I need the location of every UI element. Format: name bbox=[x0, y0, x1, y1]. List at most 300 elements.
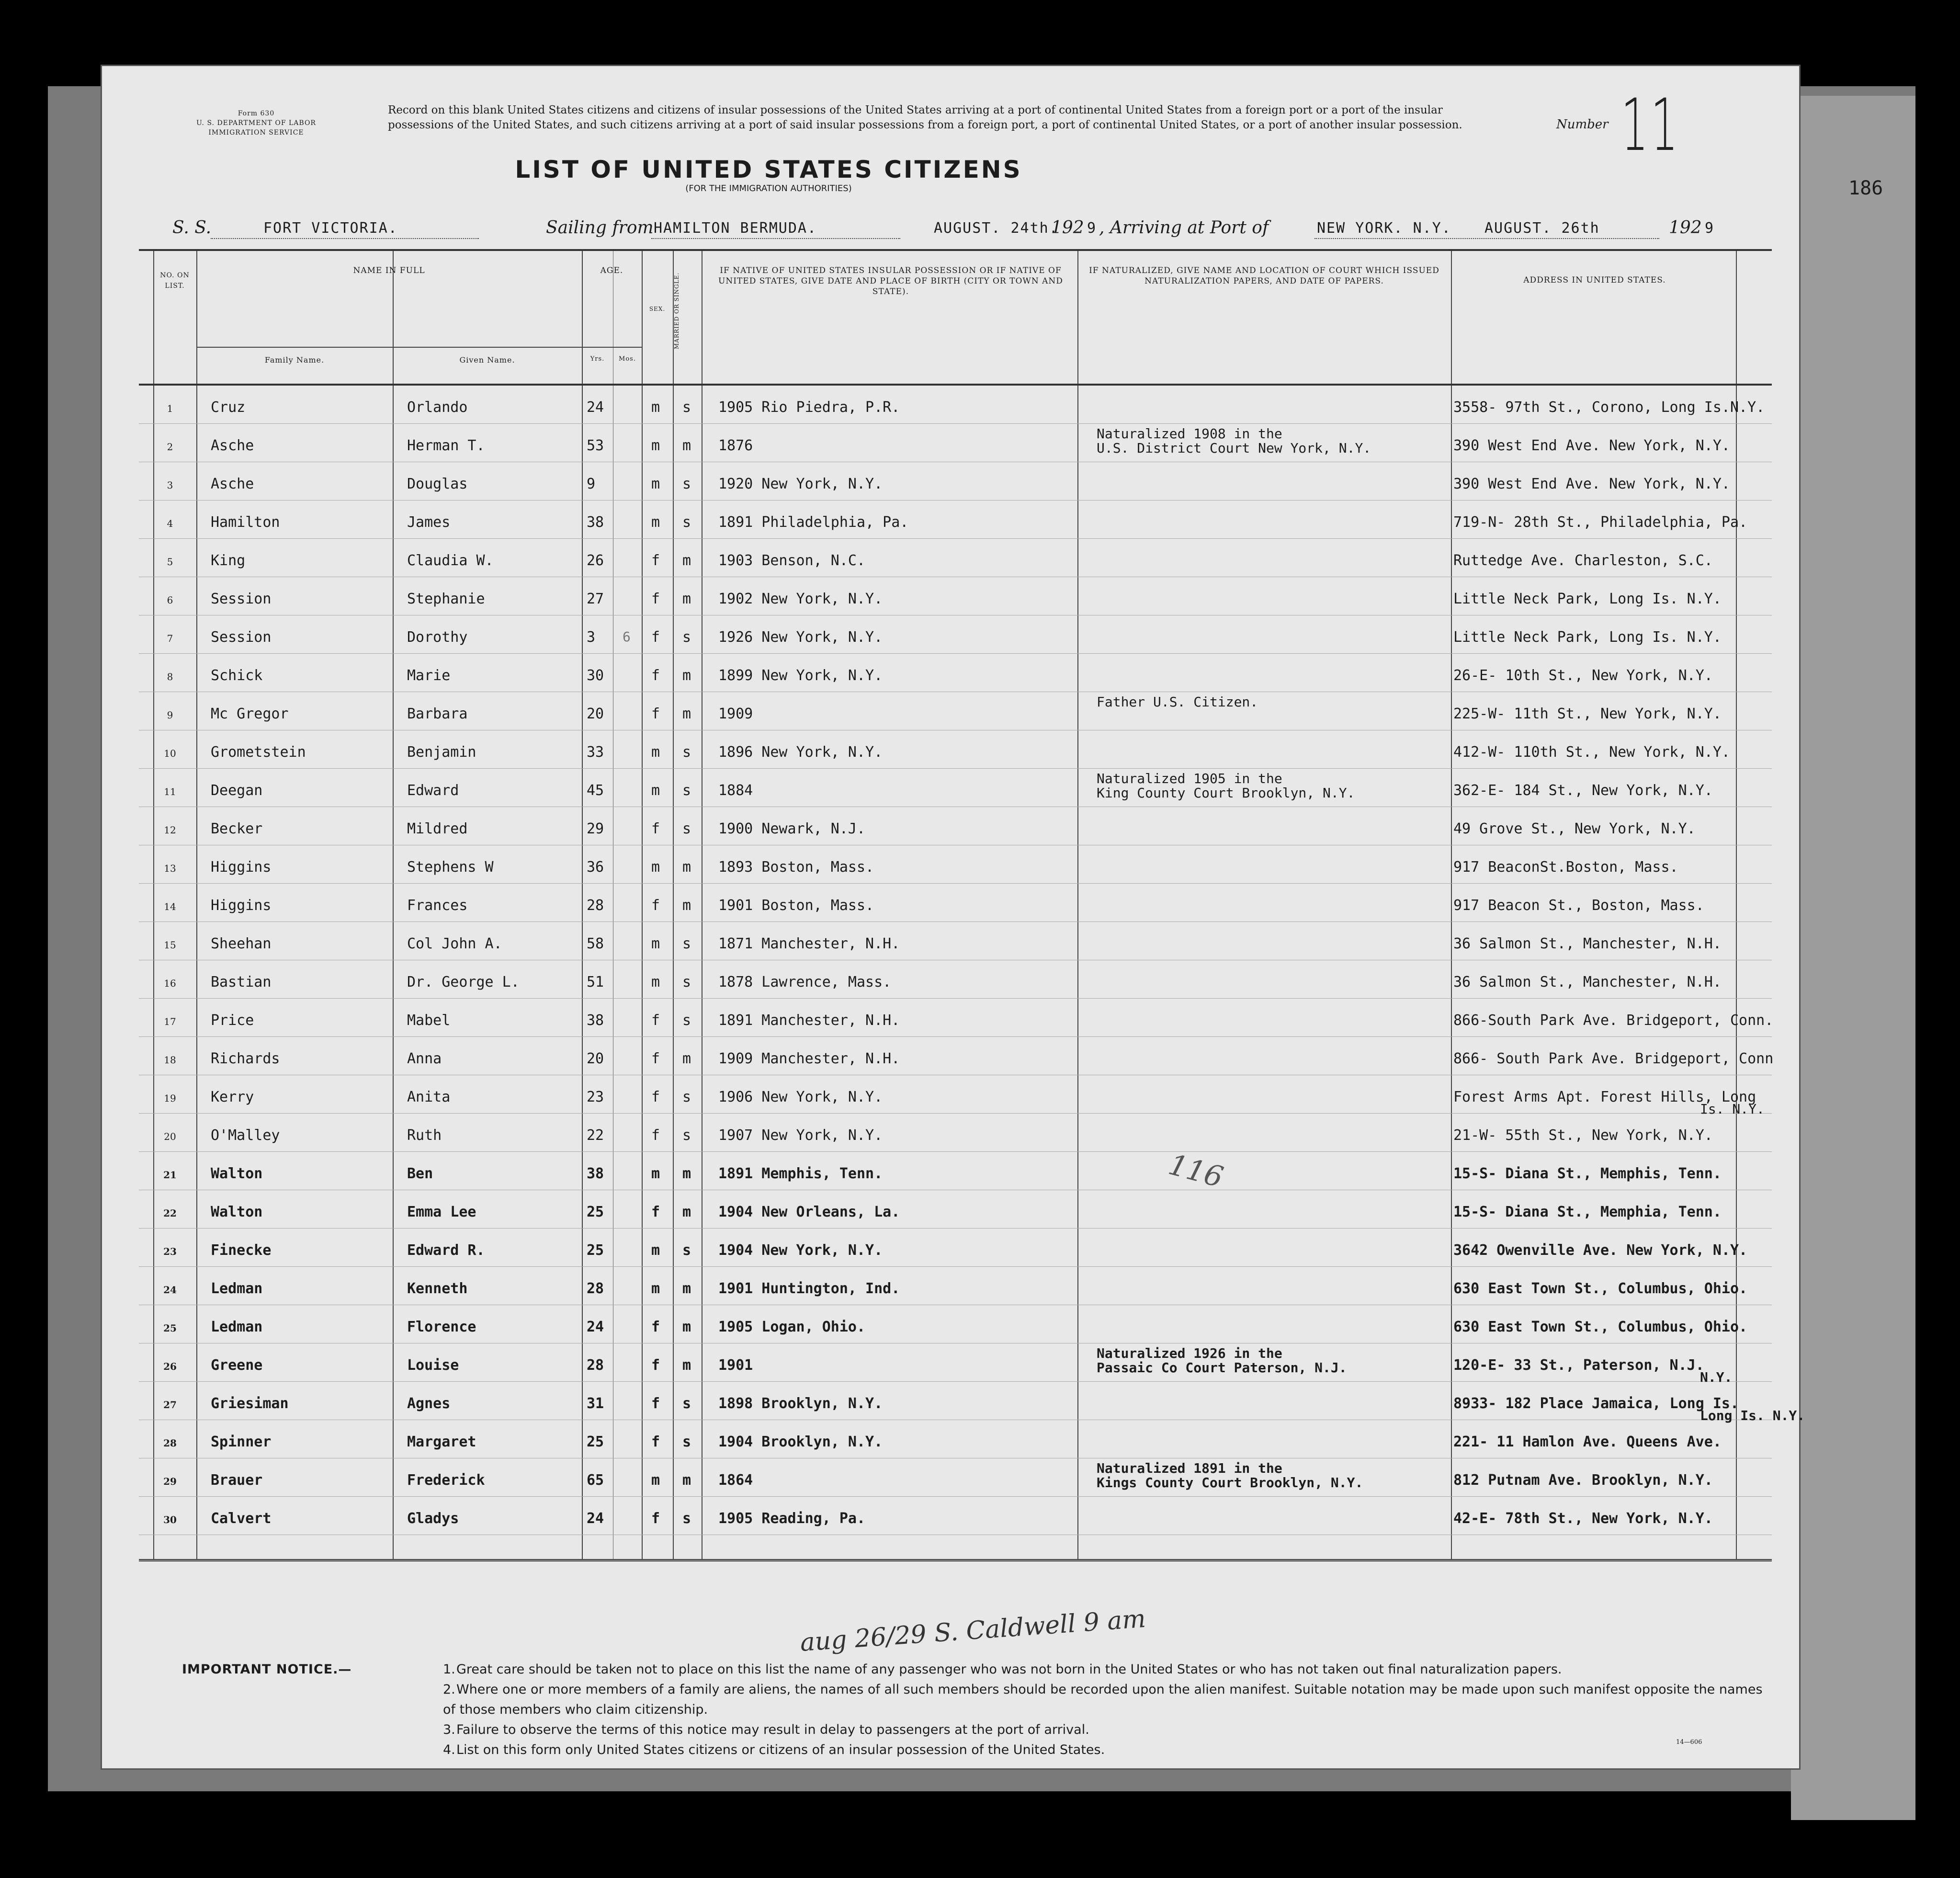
cell-family: Higgins bbox=[211, 859, 272, 876]
cell-birth: 1864 bbox=[718, 1472, 753, 1489]
cell-ms: m bbox=[682, 1319, 691, 1335]
back-sheet-edge bbox=[1791, 96, 1915, 1820]
cell-addr: 3558- 97th St., Corono, Long Is.N.Y. bbox=[1453, 399, 1765, 416]
cell-addr: 812 Putnam Ave. Brooklyn, N.Y. bbox=[1453, 1472, 1713, 1489]
cell-ms: s bbox=[682, 1127, 691, 1144]
cell-family: Higgins bbox=[211, 897, 272, 914]
table-row bbox=[139, 692, 1772, 730]
cell-addr: 42-E- 78th St., New York, N.Y. bbox=[1453, 1510, 1713, 1527]
cell-addr: 917 Beacon St., Boston, Mass. bbox=[1453, 897, 1704, 914]
cell-sex: m bbox=[651, 1472, 660, 1489]
cell-addr: Ruttedge Ave. Charleston, S.C. bbox=[1453, 552, 1713, 569]
notice-item: 4.List on this form only United States citizens or citizens of an insular possession of the United States. bbox=[443, 1742, 1105, 1757]
table-row bbox=[139, 501, 1772, 539]
cell-addr: 8933- 182 Place Jamaica, Long Is. bbox=[1453, 1395, 1739, 1412]
cell-ms: m bbox=[682, 1165, 691, 1182]
cell-sex: m bbox=[651, 399, 660, 416]
table-row bbox=[139, 1075, 1772, 1117]
cell-birth: 1901 bbox=[718, 1357, 753, 1374]
cell-family: Walton bbox=[211, 1165, 263, 1182]
cell-no: 1 bbox=[167, 403, 173, 414]
cell-sex: f bbox=[651, 1319, 660, 1335]
table-row bbox=[139, 539, 1772, 577]
cell-family: King bbox=[211, 552, 246, 569]
cell-birth: 1891 Philadelphia, Pa. bbox=[718, 514, 909, 531]
notice-list bbox=[443, 1660, 1774, 1760]
table-row bbox=[139, 1305, 1772, 1343]
cell-yrs: 29 bbox=[587, 820, 604, 837]
cell-addr: 36 Salmon St., Manchester, N.H. bbox=[1453, 974, 1722, 990]
cell-mos: 6 bbox=[623, 629, 631, 645]
cell-birth: 1905 Rio Piedra, P.R. bbox=[718, 399, 900, 416]
cell-nat: Father U.S. Citizen. bbox=[1097, 694, 1258, 710]
table-row bbox=[139, 654, 1772, 692]
notice-item: 2.Where one or more members of a family are aliens, the names of all such members should be recorded upon the alien manifest. Suitable notation may be made upon such manifest opposite the names of those members who claim citizenship. bbox=[443, 1682, 1763, 1717]
cell-addr: 866- South Park Ave. Bridgeport, Conn bbox=[1453, 1050, 1774, 1067]
cell-yrs: 65 bbox=[587, 1472, 604, 1489]
cell-no: 27 bbox=[163, 1399, 177, 1411]
cell-given: Stephanie bbox=[407, 591, 485, 607]
cell-ms: s bbox=[682, 744, 691, 761]
cell-addr: 917 BeaconSt.Boston, Mass. bbox=[1453, 859, 1678, 876]
table-row bbox=[139, 462, 1772, 501]
cell-no: 30 bbox=[163, 1514, 177, 1525]
sail-year-prefix: 192 bbox=[1051, 218, 1084, 238]
cell-birth: 1901 Boston, Mass. bbox=[718, 897, 874, 914]
cell-birth: 1904 New York, N.Y. bbox=[718, 1242, 883, 1259]
table-row bbox=[139, 1420, 1772, 1458]
cell-ms: m bbox=[682, 591, 691, 607]
cell-yrs: 22 bbox=[587, 1127, 604, 1144]
cell-addr: 21-W- 55th St., New York, N.Y. bbox=[1453, 1127, 1713, 1144]
cell-yrs: 51 bbox=[587, 974, 604, 990]
cell-birth: 1904 New Orleans, La. bbox=[718, 1204, 900, 1220]
cell-yrs: 58 bbox=[587, 935, 604, 952]
table-row bbox=[139, 577, 1772, 615]
col-yrs: Yrs. bbox=[590, 355, 605, 363]
col-age: AGE. bbox=[600, 266, 623, 275]
cell-yrs: 25 bbox=[587, 1204, 604, 1220]
arr-year-digit: 9 bbox=[1705, 220, 1715, 237]
cell-no: 28 bbox=[163, 1437, 177, 1449]
cell-sex: m bbox=[651, 744, 660, 761]
arrival-port: NEW YORK. N.Y. bbox=[1317, 220, 1451, 237]
cell-no: 6 bbox=[167, 594, 173, 606]
col-married: MARRIED OR SINGLE. bbox=[673, 272, 680, 350]
cell-yrs: 25 bbox=[587, 1242, 604, 1259]
cell-nat: Naturalized 1891 in the Kings County Court Brooklyn, N.Y. bbox=[1097, 1460, 1363, 1491]
cell-birth: 1904 Brooklyn, N.Y. bbox=[718, 1434, 883, 1450]
cell-sex: f bbox=[651, 1395, 660, 1412]
cell-given: Frances bbox=[407, 897, 468, 914]
table-row bbox=[139, 1497, 1772, 1535]
cell-no: 29 bbox=[163, 1476, 177, 1487]
cell-no: 4 bbox=[167, 518, 173, 529]
cell-yrs: 45 bbox=[587, 782, 604, 799]
cell-family: Asche bbox=[211, 437, 254, 454]
cell-addr: Little Neck Park, Long Is. N.Y. bbox=[1453, 591, 1722, 607]
cell-given: Orlando bbox=[407, 399, 468, 416]
cell-birth: 1884 bbox=[718, 782, 753, 799]
cell-birth: 1926 New York, N.Y. bbox=[718, 629, 883, 646]
cell-ms: s bbox=[682, 1089, 691, 1105]
cell-addr2: Is. N.Y. bbox=[1700, 1101, 1765, 1117]
cell-addr: 225-W- 11th St., New York, N.Y. bbox=[1453, 706, 1722, 722]
cell-no: 9 bbox=[167, 709, 173, 721]
cell-no: 14 bbox=[164, 901, 176, 912]
cell-no: 22 bbox=[163, 1207, 177, 1219]
cell-yrs: 27 bbox=[587, 591, 604, 607]
col-no: NO. ON LIST. bbox=[160, 272, 190, 290]
cell-addr: 15-S- Diana St., Memphia, Tenn. bbox=[1453, 1204, 1722, 1220]
table-row bbox=[139, 922, 1772, 960]
cell-ms: s bbox=[682, 935, 691, 952]
cell-sex: m bbox=[651, 1242, 660, 1259]
table-row bbox=[139, 1190, 1772, 1229]
cell-ms: s bbox=[682, 1395, 691, 1412]
col-given: Given Name. bbox=[459, 355, 515, 364]
cell-sex: f bbox=[651, 629, 660, 646]
cell-ms: s bbox=[682, 399, 691, 416]
table-row bbox=[139, 1152, 1772, 1190]
cell-family: Walton bbox=[211, 1204, 263, 1220]
cell-addr: 630 East Town St., Columbus, Ohio. bbox=[1453, 1319, 1748, 1335]
cell-addr: 390 West End Ave. New York, N.Y. bbox=[1453, 476, 1730, 492]
sail-date: AUGUST. 24th. bbox=[934, 220, 1059, 237]
cell-family: Price bbox=[211, 1012, 254, 1029]
cell-ms: s bbox=[682, 514, 691, 531]
cell-given: Emma Lee bbox=[407, 1204, 476, 1220]
cell-addr: 221- 11 Hamlon Ave. Queens Ave. bbox=[1453, 1434, 1722, 1450]
cell-no: 17 bbox=[164, 1016, 176, 1027]
cell-addr: Forest Arms Apt. Forest Hills, Long bbox=[1453, 1089, 1756, 1105]
page-title: LIST OF UNITED STATES CITIZENS bbox=[515, 156, 1022, 183]
cell-birth: 1898 Brooklyn, N.Y. bbox=[718, 1395, 883, 1412]
arriving-label: , Arriving at Port of bbox=[1099, 218, 1269, 238]
table-row bbox=[139, 1037, 1772, 1075]
cell-addr: 390 West End Ave. New York, N.Y. bbox=[1453, 437, 1730, 454]
cell-yrs: 25 bbox=[587, 1434, 604, 1450]
cell-addr: Little Neck Park, Long Is. N.Y. bbox=[1453, 629, 1722, 646]
cell-sex: f bbox=[651, 1089, 660, 1105]
cell-family: Deegan bbox=[211, 782, 263, 799]
cell-no: 21 bbox=[163, 1169, 177, 1181]
table-row bbox=[139, 615, 1772, 654]
cell-no: 15 bbox=[164, 939, 176, 951]
service: IMMIGRATION SERVICE bbox=[208, 129, 304, 137]
table-row bbox=[139, 769, 1772, 807]
cell-no: 2 bbox=[167, 441, 173, 453]
cell-addr2: Long Is. N.Y. bbox=[1700, 1408, 1805, 1423]
cell-addr2: N.Y. bbox=[1700, 1369, 1733, 1385]
cell-given: Gladys bbox=[407, 1510, 459, 1527]
notice-lead: IMPORTANT NOTICE.— bbox=[182, 1662, 352, 1677]
cell-birth: 1900 Newark, N.J. bbox=[718, 820, 866, 837]
cell-yrs: 38 bbox=[587, 1165, 604, 1182]
cell-ms: m bbox=[682, 1280, 691, 1297]
cell-birth: 1871 Manchester, N.H. bbox=[718, 935, 900, 952]
cell-given: Margaret bbox=[407, 1434, 476, 1450]
cell-sex: f bbox=[651, 1050, 660, 1067]
cell-birth: 1896 New York, N.Y. bbox=[718, 744, 883, 761]
cell-yrs: 24 bbox=[587, 399, 604, 416]
cell-family: Session bbox=[211, 591, 272, 607]
cell-ms: s bbox=[682, 782, 691, 799]
form-number: Form 630 bbox=[238, 110, 275, 117]
cell-given: James bbox=[407, 514, 451, 531]
footer-code: 14—606 bbox=[1676, 1739, 1702, 1746]
cell-sex: m bbox=[651, 514, 660, 531]
number-label: Number bbox=[1556, 117, 1609, 132]
cell-ms: s bbox=[682, 1012, 691, 1029]
cell-given: Frederick bbox=[407, 1472, 485, 1489]
cell-addr: 630 East Town St., Columbus, Ohio. bbox=[1453, 1280, 1748, 1297]
cell-no: 26 bbox=[163, 1361, 177, 1372]
cell-birth: 1905 Logan, Ohio. bbox=[718, 1319, 866, 1335]
cell-no: 13 bbox=[164, 863, 176, 874]
cell-given: Ruth bbox=[407, 1127, 442, 1144]
cell-sex: f bbox=[651, 667, 660, 684]
cell-given: Marie bbox=[407, 667, 451, 684]
cell-birth: 1905 Reading, Pa. bbox=[718, 1510, 866, 1527]
table-row bbox=[139, 1114, 1772, 1152]
notice-item: 1.Great care should be taken not to place on this list the name of any passenger who was not born in the United States or who has not taken out final naturalization papers. bbox=[443, 1662, 1562, 1677]
table-header bbox=[139, 249, 1772, 386]
cell-no: 7 bbox=[167, 633, 173, 644]
sail-year-digit: 9 bbox=[1087, 220, 1097, 237]
cell-family: Cruz bbox=[211, 399, 246, 416]
cell-ms: m bbox=[682, 437, 691, 454]
cell-sex: m bbox=[651, 1165, 660, 1182]
table-row bbox=[139, 1343, 1772, 1385]
col-name: NAME IN FULL bbox=[353, 266, 425, 275]
cell-family: Hamilton bbox=[211, 514, 280, 531]
cell-yrs: 53 bbox=[587, 437, 604, 454]
cell-ms: s bbox=[682, 476, 691, 492]
cell-ms: m bbox=[682, 897, 691, 914]
cell-no: 24 bbox=[163, 1284, 177, 1296]
cell-sex: f bbox=[651, 1127, 660, 1144]
cell-sex: m bbox=[651, 859, 660, 876]
col-sex: SEX. bbox=[649, 306, 666, 312]
cell-family: Richards bbox=[211, 1050, 280, 1067]
cell-birth: 1920 New York, N.Y. bbox=[718, 476, 883, 492]
cell-no: 18 bbox=[164, 1054, 176, 1066]
cell-yrs: 28 bbox=[587, 1280, 604, 1297]
table-row bbox=[139, 386, 1772, 424]
cell-sex: f bbox=[651, 1204, 660, 1220]
cell-given: Florence bbox=[407, 1319, 476, 1335]
cell-yrs: 38 bbox=[587, 1012, 604, 1029]
table-row bbox=[139, 884, 1772, 922]
cell-yrs: 26 bbox=[587, 552, 604, 569]
cell-family: Kerry bbox=[211, 1089, 254, 1105]
table-row bbox=[139, 807, 1772, 845]
cell-addr: 719-N- 28th St., Philadelphia, Pa. bbox=[1453, 514, 1748, 531]
col-naturalized: IF NATURALIZED, GIVE NAME AND LOCATION OF COURT WHICH ISSUED NATURALIZATION PAPERS, AND DATE OF PAPERS. bbox=[1089, 266, 1439, 286]
cell-yrs: 20 bbox=[587, 706, 604, 722]
cell-birth: 1903 Benson, N.C. bbox=[718, 552, 866, 569]
handwritten-mark: 116 bbox=[1165, 1148, 1227, 1195]
cell-yrs: 36 bbox=[587, 859, 604, 876]
cell-ms: s bbox=[682, 1242, 691, 1259]
table-body bbox=[139, 386, 1805, 1561]
cell-yrs: 30 bbox=[587, 667, 604, 684]
cell-given: Dr. George L. bbox=[407, 974, 520, 990]
cell-nat: Naturalized 1908 in the U.S. District Court New York, N.Y. bbox=[1097, 426, 1371, 456]
cell-birth: 1899 New York, N.Y. bbox=[718, 667, 883, 684]
table-row bbox=[139, 1229, 1772, 1267]
list-number: 11 bbox=[1621, 84, 1681, 167]
table-row bbox=[139, 845, 1772, 884]
table-row bbox=[139, 730, 1772, 769]
cell-no: 20 bbox=[164, 1131, 176, 1142]
cell-ms: s bbox=[682, 1510, 691, 1527]
cell-given: Anita bbox=[407, 1089, 451, 1105]
passenger-table bbox=[139, 249, 1805, 1561]
cell-given: Douglas bbox=[407, 476, 468, 492]
cell-sex: f bbox=[651, 897, 660, 914]
cell-ms: m bbox=[682, 1204, 691, 1220]
cell-birth: 1891 Manchester, N.H. bbox=[718, 1012, 900, 1029]
cell-no: 10 bbox=[164, 748, 176, 759]
cell-given: Agnes bbox=[407, 1395, 451, 1412]
cell-ms: m bbox=[682, 667, 691, 684]
voyage-line bbox=[172, 208, 1777, 247]
cell-given: Stephens W bbox=[407, 859, 494, 876]
cell-yrs: 3 bbox=[587, 629, 596, 646]
cell-addr: 3642 Owenville Ave. New York, N.Y. bbox=[1453, 1242, 1748, 1259]
cell-given: Herman T. bbox=[407, 437, 485, 454]
cell-sex: m bbox=[651, 782, 660, 799]
cell-family: Brauer bbox=[211, 1472, 263, 1489]
cell-family: Asche bbox=[211, 476, 254, 492]
cell-ms: m bbox=[682, 552, 691, 569]
col-native: IF NATIVE OF UNITED STATES INSULAR POSSESSION OR IF NATIVE OF UNITED STATES, GIVE DATE AND PLACE OF BIRTH (CITY OR TOWN AND STATE). bbox=[718, 266, 1063, 296]
department: U. S. DEPARTMENT OF LABOR bbox=[196, 119, 316, 127]
cell-given: Claudia W. bbox=[407, 552, 494, 569]
cell-yrs: 31 bbox=[587, 1395, 604, 1412]
cell-no: 25 bbox=[163, 1322, 177, 1334]
cell-no: 8 bbox=[167, 671, 173, 683]
table-row bbox=[139, 960, 1772, 999]
table-row bbox=[139, 999, 1772, 1037]
cell-family: Schick bbox=[211, 667, 263, 684]
cell-addr: 362-E- 184 St., New York, N.Y. bbox=[1453, 782, 1713, 799]
cell-family: Spinner bbox=[211, 1434, 272, 1450]
cell-no: 11 bbox=[164, 786, 176, 797]
cell-given: Benjamin bbox=[407, 744, 476, 761]
cell-family: Session bbox=[211, 629, 272, 646]
cell-given: Edward bbox=[407, 782, 459, 799]
cell-ms: s bbox=[682, 1434, 691, 1450]
inspector-signature: aug 26/29 S. Caldwell 9 am bbox=[799, 1604, 1147, 1658]
cell-family: Becker bbox=[211, 820, 263, 837]
cell-birth: 1901 Huntington, Ind. bbox=[718, 1280, 900, 1297]
cell-ms: m bbox=[682, 859, 691, 876]
cell-addr: 412-W- 110th St., New York, N.Y. bbox=[1453, 744, 1730, 761]
cell-ms: s bbox=[682, 629, 691, 646]
cell-ms: m bbox=[682, 1472, 691, 1489]
cell-given: Anna bbox=[407, 1050, 442, 1067]
cell-no: 23 bbox=[163, 1246, 177, 1257]
cell-family: Ledman bbox=[211, 1280, 263, 1297]
cell-sex: f bbox=[651, 1434, 660, 1450]
cell-birth: 1907 New York, N.Y. bbox=[718, 1127, 883, 1144]
cell-no: 12 bbox=[164, 824, 176, 836]
cell-no: 5 bbox=[167, 556, 173, 568]
cell-nat: Naturalized 1905 in the King County Court Brooklyn, N.Y. bbox=[1097, 771, 1355, 801]
manifest-sheet bbox=[101, 65, 1883, 1770]
cell-yrs: 9 bbox=[587, 476, 596, 492]
cell-given: Ben bbox=[407, 1165, 433, 1182]
cell-birth: 1878 Lawrence, Mass. bbox=[718, 974, 892, 990]
cell-yrs: 23 bbox=[587, 1089, 604, 1105]
cell-given: Barbara bbox=[407, 706, 468, 722]
cell-birth: 1876 bbox=[718, 437, 753, 454]
cell-no: 16 bbox=[164, 978, 176, 989]
cell-family: Griesiman bbox=[211, 1395, 289, 1412]
cell-birth: 1902 New York, N.Y. bbox=[718, 591, 883, 607]
cell-addr: 120-E- 33 St., Paterson, N.J. bbox=[1453, 1357, 1704, 1374]
cell-addr: 49 Grove St., New York, N.Y. bbox=[1453, 820, 1696, 837]
cell-sex: m bbox=[651, 1280, 660, 1297]
cell-addr: 36 Salmon St., Manchester, N.H. bbox=[1453, 935, 1722, 952]
cell-birth: 1909 Manchester, N.H. bbox=[718, 1050, 900, 1067]
cell-family: Bastian bbox=[211, 974, 272, 990]
col-family: Family Name. bbox=[264, 355, 325, 364]
cell-addr: 26-E- 10th St., New York, N.Y. bbox=[1453, 667, 1713, 684]
cell-sex: f bbox=[651, 706, 660, 722]
cell-addr: 15-S- Diana St., Memphis, Tenn. bbox=[1453, 1165, 1722, 1182]
cell-sex: f bbox=[651, 820, 660, 837]
cell-family: Grometstein bbox=[211, 744, 306, 761]
form-instructions: Record on this blank United States citizens and citizens of insular possessions of the United States arriving at a port of continental United States from a foreign port or a port of the insular possessions of the United States, and such citizens arriving at a port of said insular possessions from a foreign port, a port of continental United States, or a port of another insular possession. bbox=[388, 104, 1462, 131]
cell-ms: m bbox=[682, 1357, 691, 1374]
cell-given: Dorothy bbox=[407, 629, 468, 646]
cell-yrs: 28 bbox=[587, 1357, 604, 1374]
cell-birth: 1906 New York, N.Y. bbox=[718, 1089, 883, 1105]
cell-family: Mc Gregor bbox=[211, 706, 289, 722]
table-row bbox=[139, 424, 1772, 462]
ss-label: S. S. bbox=[172, 218, 212, 238]
cell-sex: m bbox=[651, 437, 660, 454]
cell-sex: m bbox=[651, 935, 660, 952]
cell-given: Mabel bbox=[407, 1012, 451, 1029]
cell-sex: f bbox=[651, 1510, 660, 1527]
cell-family: Sheehan bbox=[211, 935, 272, 952]
col-mos: Mos. bbox=[619, 355, 636, 363]
arr-year-prefix: 192 bbox=[1669, 218, 1702, 238]
cell-yrs: 20 bbox=[587, 1050, 604, 1067]
cell-sex: f bbox=[651, 1357, 660, 1374]
cell-yrs: 38 bbox=[587, 514, 604, 531]
cell-yrs: 33 bbox=[587, 744, 604, 761]
table-row bbox=[139, 1458, 1772, 1497]
cell-sex: m bbox=[651, 974, 660, 990]
cell-no: 3 bbox=[167, 479, 173, 491]
cell-family: Greene bbox=[211, 1357, 263, 1374]
sailing-label: Sailing from bbox=[546, 218, 654, 238]
cell-no: 19 bbox=[164, 1093, 176, 1104]
cell-ms: m bbox=[682, 706, 691, 722]
table-row bbox=[139, 1267, 1772, 1305]
cell-given: Col John A. bbox=[407, 935, 502, 952]
cell-family: Ledman bbox=[211, 1319, 263, 1335]
cell-given: Mildred bbox=[407, 820, 468, 837]
cell-family: O'Malley bbox=[211, 1127, 280, 1144]
cell-family: Calvert bbox=[211, 1510, 272, 1527]
